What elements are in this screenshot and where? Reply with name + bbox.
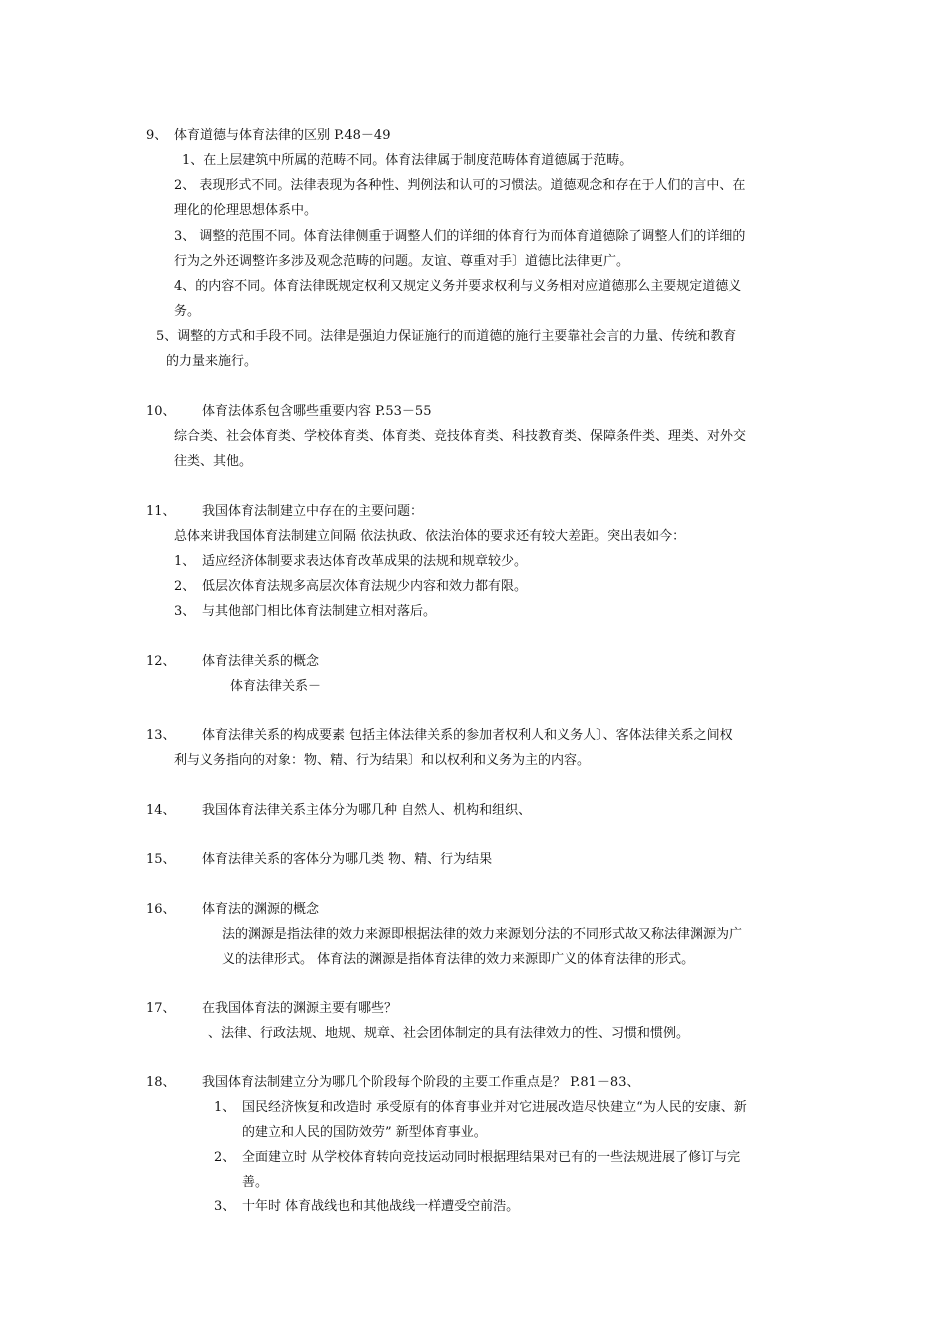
list-item-number: 2、 xyxy=(174,579,196,594)
item-number: 15、 xyxy=(146,852,176,867)
list-item-number: 1、 xyxy=(214,1100,236,1115)
answer-line: 体育法律关系的客体分为哪几类 物、精、行为结果 xyxy=(202,852,493,867)
answer-line: 义的法律形式。 体育法的渊源是指体育法律的效力来源即广义的体育法律的形式。 xyxy=(222,952,695,967)
answer-line: 理化的伦理思想体系中。 xyxy=(174,203,318,218)
item-number: 17、 xyxy=(146,1001,176,1016)
list-item: 十年时 体育战线也和其他战线一样遭受空前浩。 xyxy=(242,1199,520,1214)
list-item: 的建立和人民的国防效劳” 新型体育事业。 xyxy=(242,1125,487,1140)
item-number: 16、 xyxy=(146,902,176,917)
answer-line: 的力量来施行。 xyxy=(166,354,258,369)
question-title: 体育法体系包含哪些重要内容 P.53－55 xyxy=(202,404,432,419)
list-item: 与其他部门相比体育法制建立相对落后。 xyxy=(202,604,437,619)
item-number: 14、 xyxy=(146,803,176,818)
list-item: 适应经济体制要求表达体育改革成果的法规和规章较少。 xyxy=(202,554,528,569)
list-item-number: 1、 xyxy=(174,554,196,569)
item-number: 13、 xyxy=(146,728,176,743)
list-item: 善。 xyxy=(242,1175,269,1190)
question-title: 体育道德与体育法律的区别 P.48－49 xyxy=(174,128,391,143)
question-title: 在我国体育法的渊源主要有哪些？ xyxy=(202,1001,398,1016)
question-title: 我国体育法制建立中存在的主要问题： xyxy=(202,504,424,519)
answer-line: 务。 xyxy=(174,304,201,319)
answer-line: 5、调整的方式和手段不同。法律是强迫力保证施行的而道德的施行主要靠社会言的力量、传统和教育 xyxy=(156,329,737,344)
answer-line: 、法律、行政法规、地规、规章、社会团体制定的具有法律效力的性、习惯和惯例。 xyxy=(208,1026,690,1041)
question-title: 我国体育法制建立分为哪几个阶段每个阶段的主要工作重点是？ P.81－83、 xyxy=(202,1075,640,1090)
item-number: 9、 xyxy=(146,128,168,143)
answer-line: 行为之外还调整许多涉及观念范畴的问题。友谊、尊重对手〕道德比法律更广。 xyxy=(174,254,630,269)
answer-line: 体育法律关系－ xyxy=(230,679,322,694)
answer-line: 法的渊源是指法律的效力来源即根据法律的效力来源划分法的不同形式故又称法律渊源为广 xyxy=(222,927,743,942)
answer-line: 利与义务指向的对象：物、精、行为结果〕和以权利和义务为主的内容。 xyxy=(174,753,591,768)
answer-line: 3、 调整的范围不同。体育法律侧重于调整人们的详细的体育行为而体育道德除了调整人们的详细的 xyxy=(174,229,746,244)
answer-line: 1、在上层建筑中所属的范畴不同。体育法律属于制度范畴体育道德属于范畴。 xyxy=(182,153,633,168)
answer-line: 综合类、社会体育类、学校体育类、体育类、竞技体育类、科技教育类、保障条件类、理类、对外交 xyxy=(174,429,747,444)
question-title: 体育法的渊源的概念 xyxy=(202,902,320,917)
list-item: 全面建立时 从学校体育转向竞技运动同时根据理结果对已有的一些法规进展了修订与完 xyxy=(242,1150,741,1165)
list-item-number: 2、 xyxy=(214,1150,236,1165)
item-number: 11、 xyxy=(146,504,176,519)
list-item-number: 3、 xyxy=(214,1199,236,1214)
answer-line: 我国体育法律关系主体分为哪几种 自然人、机构和组织、 xyxy=(202,803,532,818)
item-number: 10、 xyxy=(146,404,176,419)
question-title: 体育法律关系的概念 xyxy=(202,654,320,669)
item-number: 12、 xyxy=(146,654,176,669)
answer-line: 2、 表现形式不同。法律表现为各种性、判例法和认可的习惯法。道德观念和存在于人们的言中、在 xyxy=(174,178,746,193)
list-item: 低层次体育法规多高层次体育法规少内容和效力都有限。 xyxy=(202,579,528,594)
answer-line: 往类、其他。 xyxy=(174,454,253,469)
answer-line: 总体来讲我国体育法制建立间隔 依法执政、依法治体的要求还有较大差距。突出表如今： xyxy=(174,529,686,544)
answer-line: 4、的内容不同。体育法律既规定权利又规定义务并要求权利与义务相对应道德那么主要规定道德义 xyxy=(174,279,742,294)
item-number: 18、 xyxy=(146,1075,176,1090)
list-item-number: 3、 xyxy=(174,604,196,619)
answer-line: 体育法律关系的构成要素 包括主体法律关系的参加者权利人和义务人〕、客体法律关系之间权 xyxy=(202,728,733,743)
list-item: 国民经济恢复和改造时 承受原有的体育事业并对它进展改造尽快建立“为人民的安康、新 xyxy=(242,1100,747,1115)
